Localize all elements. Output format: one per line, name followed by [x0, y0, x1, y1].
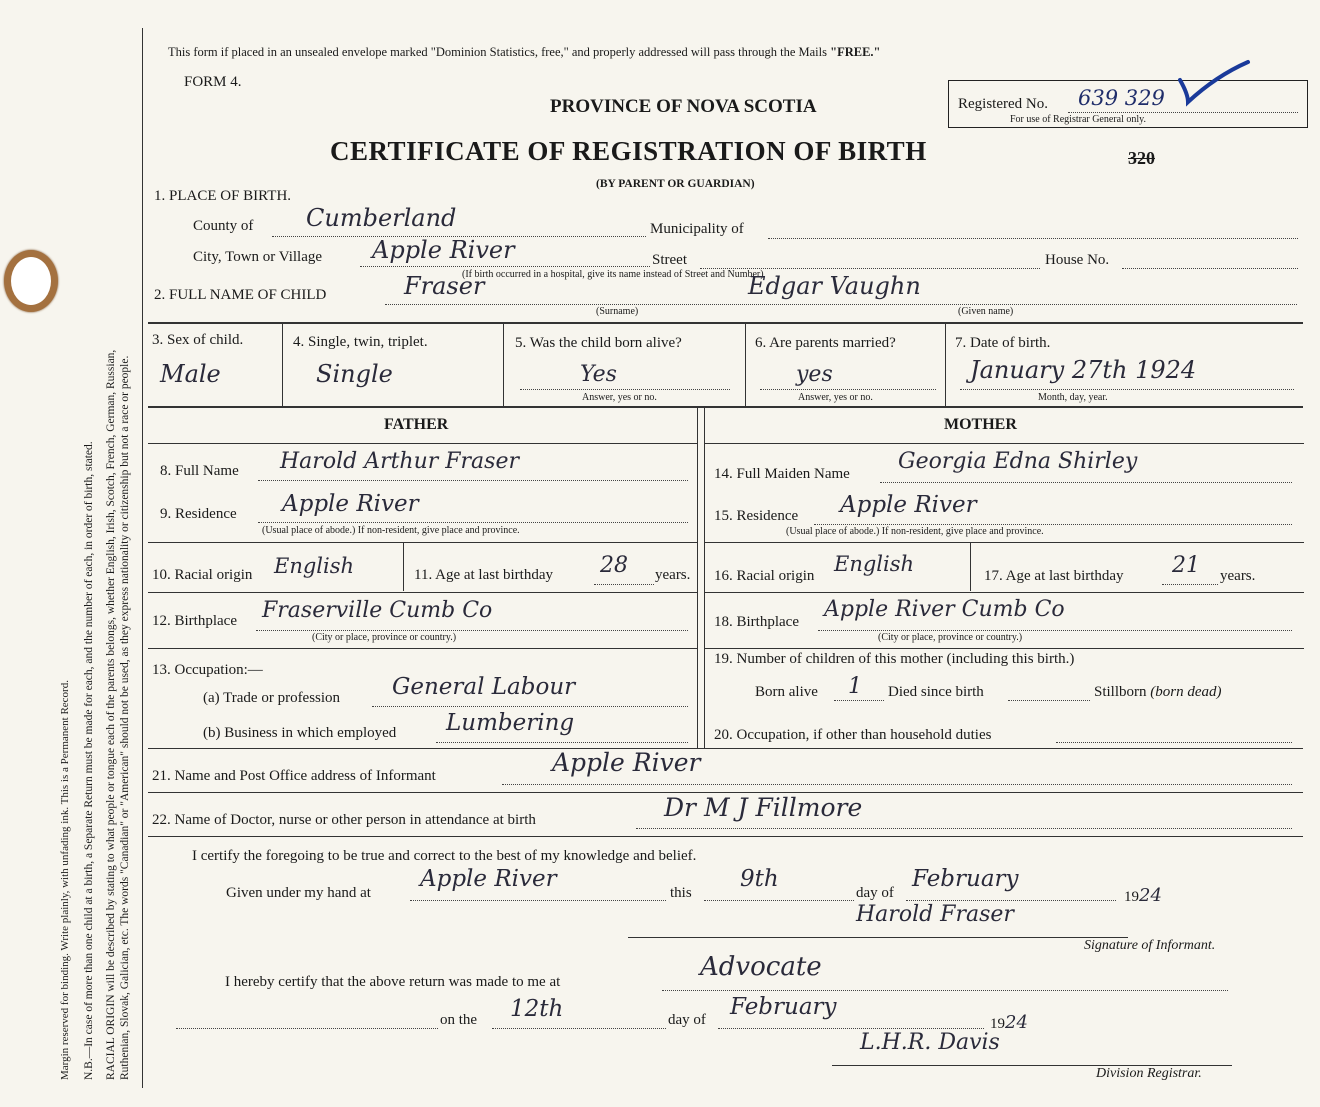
- registered-line: [1068, 112, 1298, 113]
- mother-rule-4: [704, 648, 1304, 649]
- registrar-place-value: Advocate: [700, 952, 822, 982]
- doctor-value: Dr M J Fillmore: [664, 793, 863, 822]
- details-top-rule: [148, 322, 1303, 324]
- dob-value: January 27th 1924: [970, 356, 1197, 384]
- father-age-value: 28: [600, 553, 628, 578]
- alive-line: [520, 389, 730, 390]
- father-name-label: 8. Full Name: [160, 463, 239, 479]
- given-day-of: day of: [856, 885, 894, 901]
- child-name-line: [385, 304, 1297, 305]
- mail-notice: This form if placed in an unsealed envelope marked "Dominion Statistics, free," and properly addressed will pass through the Mails "FREE.": [168, 45, 881, 59]
- mother-name-label: 14. Full Maiden Name: [714, 466, 850, 482]
- father-name-value: Harold Arthur Fraser: [280, 449, 519, 474]
- registrar-on-the: on the: [440, 1012, 478, 1028]
- certify-statement: I certify the foregoing to be true and correct to the best of my knowledge and belief.: [192, 848, 697, 864]
- county-label: County of: [193, 218, 254, 234]
- father-rule-4: [148, 648, 697, 649]
- father-racial-value: English: [274, 554, 355, 578]
- binding-hole: [4, 250, 58, 312]
- given-year-value: 24: [1139, 885, 1162, 906]
- died-label: Died since birth: [888, 684, 984, 700]
- place-heading: 1. PLACE OF BIRTH.: [154, 188, 292, 204]
- doctor-bottom-rule: [148, 836, 1303, 837]
- alive-caption: Answer, yes or no.: [582, 392, 657, 403]
- house-label: House No.: [1045, 252, 1110, 268]
- registered-label: Registered No.: [958, 96, 1048, 112]
- registrar-year-value: 24: [1005, 1012, 1028, 1033]
- married-line: [760, 389, 936, 390]
- child-name-label: 2. FULL NAME OF CHILD: [154, 287, 327, 303]
- registrar-day-of: day of: [668, 1012, 706, 1028]
- registrar-day-line: [492, 1028, 666, 1029]
- dob-label: 7. Date of birth.: [955, 335, 1051, 351]
- given-month-line: [906, 900, 1116, 901]
- struck-number: 320: [1128, 148, 1155, 168]
- informant-top-rule: [148, 748, 1303, 749]
- mother-age-value: 21: [1172, 553, 1200, 578]
- signature-caption: Signature of Informant.: [1084, 938, 1216, 953]
- mother-birthplace-line: [818, 630, 1292, 631]
- mother-city-note: (City or place, province or country.): [878, 632, 1023, 643]
- father-racial-divider: [403, 543, 404, 591]
- father-residence-line: [258, 522, 688, 523]
- sex-value: Male: [160, 360, 221, 388]
- died-line: [1008, 700, 1090, 701]
- informant-value: Apple River: [552, 748, 701, 777]
- father-trade-value: General Labour: [392, 674, 576, 700]
- details-divider-4: [945, 324, 946, 406]
- mother-birthplace-label: 18. Birthplace: [714, 614, 799, 630]
- father-residence-value: Apple River: [282, 491, 419, 517]
- mother-occupation-line: [1056, 742, 1292, 743]
- mother-occupation-label: 20. Occupation, if other than household duties: [714, 727, 992, 743]
- married-caption: Answer, yes or no.: [798, 392, 873, 403]
- registrar-statement: I hereby certify that the above return was made to me at: [225, 974, 561, 990]
- mother-racial-value: English: [834, 552, 915, 576]
- child-surname: Fraser: [404, 272, 485, 300]
- father-business-value: Lumbering: [446, 710, 575, 736]
- registrar-month-line: [718, 1028, 984, 1029]
- father-trade-line: [372, 706, 688, 707]
- registered-number: 639 329: [1078, 86, 1165, 110]
- informant-signature: Harold Fraser: [856, 902, 1014, 927]
- mother-racial-divider: [970, 543, 971, 591]
- given-day-line: [704, 900, 854, 901]
- informant-label: 21. Name and Post Office address of Informant: [152, 768, 436, 784]
- registrar-signature: L.H.R. Davis: [860, 1030, 1000, 1055]
- informant-line: [502, 784, 1292, 785]
- details-divider-3: [745, 324, 746, 406]
- mother-residence-line: [814, 524, 1292, 525]
- given-month-value: February: [912, 866, 1019, 892]
- parents-divider-2: [704, 408, 705, 748]
- city-line: [360, 266, 650, 267]
- given-this: this: [670, 885, 692, 901]
- children-label: 19. Number of children of this mother (including this birth.): [714, 651, 1075, 667]
- mother-abode-note: (Usual place of abode.) If non-resident, give place and province.: [786, 526, 1044, 537]
- street-label: Street: [652, 252, 687, 268]
- stillborn-label: [1094, 684, 1222, 701]
- hospital-note: (If birth occurred in a hospital, give its name instead of Street and Number): [462, 269, 764, 280]
- margin-note-racial-origin-2: Ruthenian, Slovak, Galician, etc. The words "Canadian" or "American" should not be used, as they express nationality or citizenship but not a race or people.: [119, 355, 131, 1080]
- single-value: Single: [316, 360, 393, 388]
- registrar-place-line: [662, 990, 1228, 991]
- father-birthplace-value: Fraserville Cumb Co: [262, 598, 493, 623]
- father-age-label: 11. Age at last birthday: [414, 567, 553, 583]
- father-birthplace-line: [256, 630, 688, 631]
- mother-name-value: Georgia Edna Shirley: [898, 449, 1138, 474]
- stillborn-text: Stillborn: [1094, 684, 1147, 700]
- father-age-line: [594, 584, 654, 585]
- alive-value: Yes: [580, 362, 617, 387]
- single-label: 4. Single, twin, triplet.: [293, 334, 428, 350]
- registrar-left-line: [176, 1028, 438, 1029]
- given-label: Given under my hand at: [226, 885, 371, 901]
- signature-line: [628, 937, 1128, 938]
- municipality-line: [768, 238, 1298, 239]
- father-rule-3: [148, 592, 697, 593]
- given-year: [1124, 885, 1162, 906]
- mother-rule-1: [704, 443, 1304, 444]
- county-value: Cumberland: [306, 204, 457, 232]
- checkmark-icon: [1176, 58, 1256, 108]
- stillborn-note: (born dead): [1150, 684, 1222, 700]
- municipality-label: Municipality of: [650, 221, 744, 237]
- father-racial-label: 10. Racial origin: [152, 567, 253, 583]
- margin-rule: [142, 28, 143, 1088]
- margin-note-multiple-births: N.B.—In case of more than one child at a birth, a Separate Return must be made for each, and the number of each, in order of birth, stated.: [83, 441, 95, 1080]
- father-residence-label: 9. Residence: [160, 506, 237, 522]
- mother-heading: MOTHER: [944, 416, 1017, 433]
- mother-birthplace-value: Apple River Cumb Co: [824, 597, 1065, 622]
- mother-age-line: [1162, 584, 1218, 585]
- father-birthplace-label: 12. Birthplace: [152, 613, 237, 629]
- mother-residence-label: 15. Residence: [714, 508, 799, 524]
- alive-label: 5. Was the child born alive?: [515, 335, 682, 351]
- given-caption: (Given name): [958, 306, 1014, 317]
- mother-residence-value: Apple River: [840, 492, 977, 518]
- registrar-year-prefix: 19: [990, 1016, 1005, 1032]
- registrar-caption: Division Registrar.: [1096, 1066, 1202, 1081]
- doctor-line: [636, 828, 1292, 829]
- father-city-note: (City or place, province or country.): [312, 632, 457, 643]
- margin-note-binding: Margin reserved for binding. Write plainly, with unfading ink. This is a Permanent Record.: [59, 680, 71, 1080]
- given-year-prefix: 19: [1124, 889, 1139, 905]
- father-name-line: [258, 480, 688, 481]
- registrar-day-value: 12th: [510, 996, 564, 1022]
- father-business-label: (b) Business in which employed: [203, 725, 397, 741]
- form-number: FORM 4.: [184, 74, 242, 90]
- given-place-value: Apple River: [420, 866, 557, 892]
- father-rule-2: [148, 542, 697, 543]
- registrar-note: For use of Registrar General only.: [1010, 114, 1146, 125]
- married-label: 6. Are parents married?: [755, 335, 896, 351]
- registrar-month-value: February: [730, 994, 837, 1020]
- dob-caption: Month, day, year.: [1038, 392, 1108, 403]
- surname-caption: (Surname): [596, 306, 639, 317]
- doctor-label: 22. Name of Doctor, nurse or other person in attendance at birth: [152, 812, 536, 828]
- certificate-subtitle: (BY PARENT OR GUARDIAN): [596, 178, 755, 190]
- mother-rule-3: [704, 592, 1304, 593]
- details-divider-1: [282, 324, 283, 406]
- city-label: City, Town or Village: [193, 249, 323, 265]
- dob-line: [960, 389, 1294, 390]
- details-bottom-rule: [148, 406, 1303, 408]
- father-years: years.: [655, 567, 691, 583]
- father-heading: FATHER: [384, 416, 449, 433]
- father-rule-1: [148, 443, 697, 444]
- certificate-title: CERTIFICATE OF REGISTRATION OF BIRTH: [330, 136, 927, 166]
- father-business-line: [436, 742, 688, 743]
- father-occupation-label: 13. Occupation:—: [152, 662, 263, 678]
- details-divider-2: [503, 324, 504, 406]
- married-value: yes: [796, 362, 833, 387]
- sex-label: 3. Sex of child.: [152, 332, 244, 348]
- mother-racial-label: 16. Racial origin: [714, 568, 815, 584]
- born-alive-label: Born alive: [755, 684, 818, 700]
- child-given-name: Edgar Vaughn: [748, 272, 921, 300]
- province-heading: PROVINCE OF NOVA SCOTIA: [550, 96, 817, 117]
- mother-name-line: [880, 482, 1292, 483]
- margin-note-racial-origin-1: RACIAL ORIGIN will be described by stating to what people or tongue each of the parents belongs, whether English, Irish, Scotch, French, German, Russian,: [105, 349, 117, 1080]
- mail-free: "FREE.": [830, 45, 881, 59]
- mother-years: years.: [1220, 568, 1256, 584]
- parents-divider: [697, 408, 698, 748]
- house-line: [1122, 268, 1298, 269]
- city-value: Apple River: [372, 236, 515, 264]
- given-day-value: 9th: [740, 866, 779, 892]
- mother-age-label: 17. Age at last birthday: [984, 568, 1124, 584]
- mother-rule-2: [704, 542, 1304, 543]
- father-abode-note: (Usual place of abode.) If non-resident, give place and province.: [262, 525, 520, 536]
- born-alive-value: 1: [848, 674, 862, 699]
- given-place-line: [410, 900, 666, 901]
- born-alive-line: [834, 700, 884, 701]
- father-trade-label: (a) Trade or profession: [203, 690, 341, 706]
